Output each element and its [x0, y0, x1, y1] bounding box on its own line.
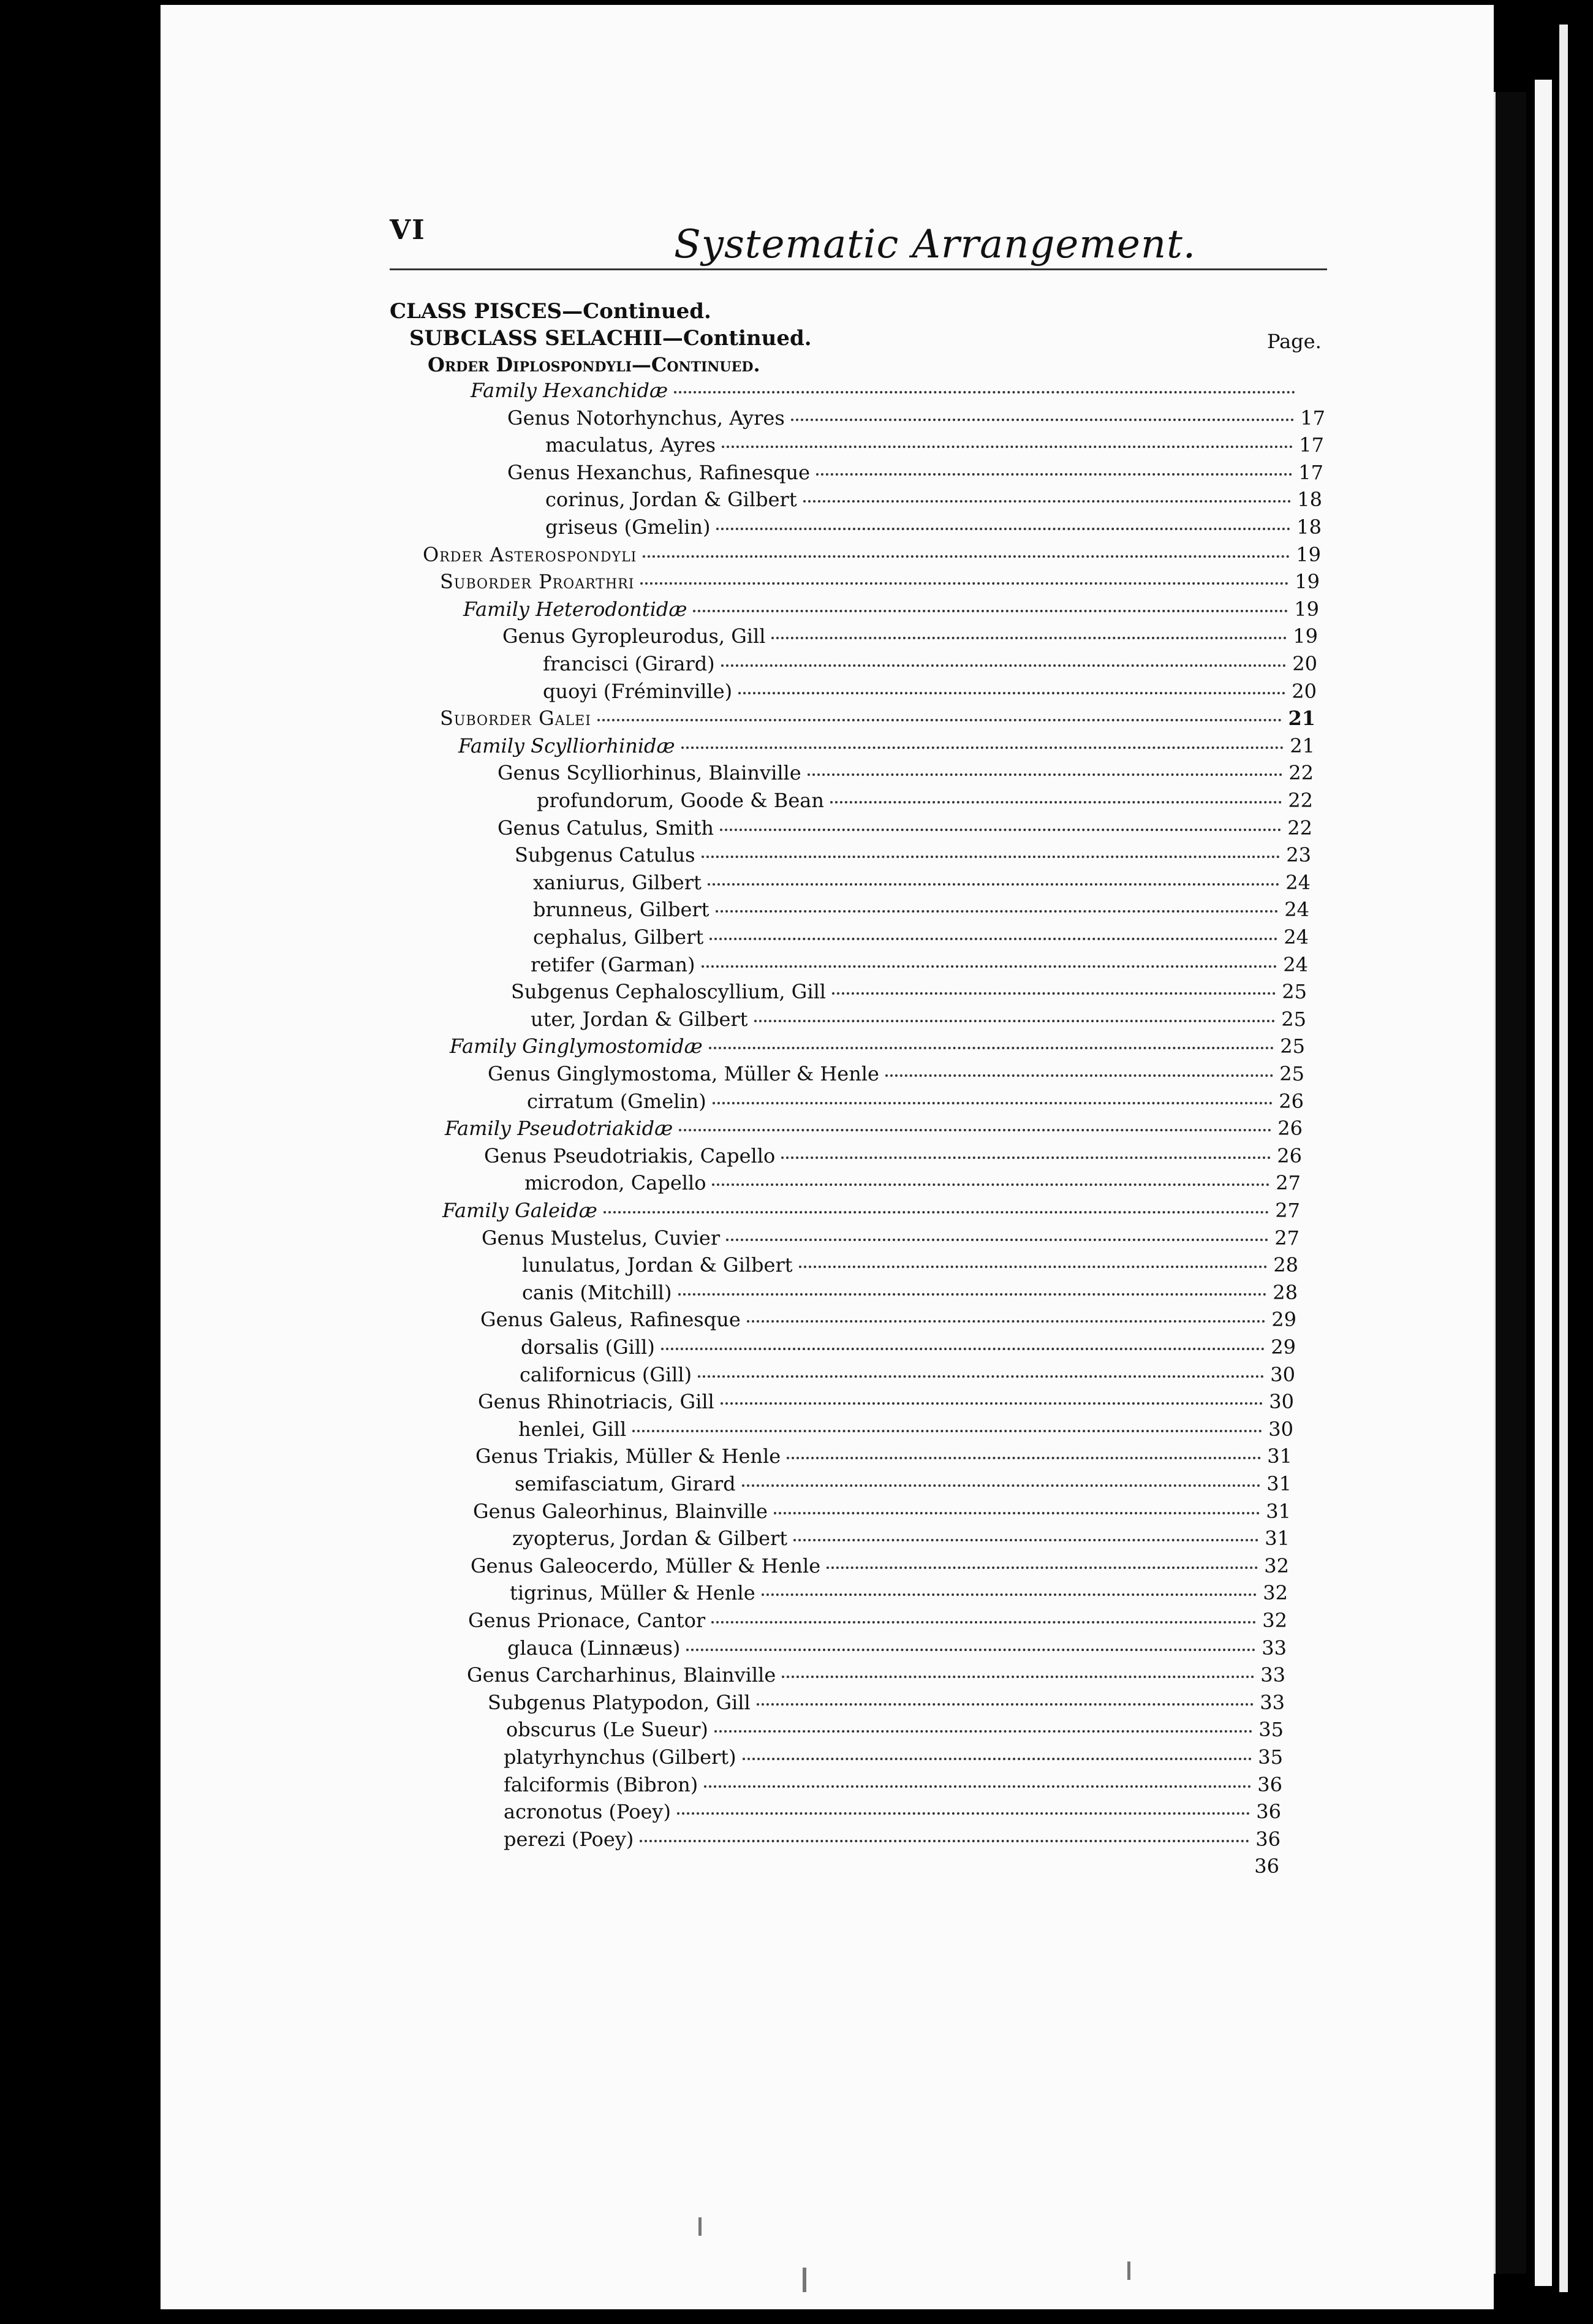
- dot-leader: [771, 637, 1287, 639]
- page-number: VI: [390, 215, 426, 246]
- dot-leader: [597, 719, 1282, 721]
- toc-entry-label: Genus Galeus, Rafinesque: [480, 1308, 741, 1331]
- toc-entry: [504, 1773, 1282, 1799]
- toc-entry: [537, 789, 1313, 815]
- toc-entry-page: 26: [1279, 1090, 1304, 1113]
- toc-entry-page: 22: [1288, 761, 1314, 784]
- toc-entry-label: Genus Triakis, Müller & Henle: [475, 1445, 781, 1468]
- toc-entry-label: Genus Prionace, Cantor: [468, 1609, 706, 1632]
- toc-entry-label: brunneus, Gilbert: [533, 898, 709, 921]
- toc-entry-label: maculatus, Ayres: [545, 433, 716, 457]
- toc-entry-page: 18: [1297, 488, 1322, 511]
- toc-entry-page: 31: [1265, 1527, 1290, 1550]
- toc-entry-page: 25: [1282, 980, 1307, 1003]
- toc-entry: [527, 1090, 1304, 1115]
- toc-entry-page: 30: [1268, 1418, 1293, 1441]
- toc-entry-label: Family Hexanchidæ: [471, 379, 668, 402]
- toc-entry-page: 27: [1275, 1199, 1300, 1222]
- toc-entry-label: Family Scylliorhinidæ: [458, 734, 675, 758]
- toc-entry-label: xaniurus, Gilbert: [533, 871, 702, 894]
- toc-entry-page: 33: [1260, 1691, 1285, 1714]
- dot-leader: [782, 1676, 1254, 1678]
- toc-entry: [522, 1253, 1298, 1279]
- toc-entry: [515, 1472, 1292, 1498]
- toc-entry-page: 29: [1271, 1335, 1296, 1359]
- dot-leader: [640, 582, 1288, 585]
- toc-entry: [463, 598, 1319, 623]
- toc-entry-page: 31: [1266, 1500, 1291, 1523]
- toc-entry: [515, 843, 1311, 869]
- toc-entry-label: californicus (Gill): [520, 1363, 692, 1386]
- toc-entry: [458, 734, 1315, 760]
- toc-entry-page: 36: [1257, 1773, 1282, 1796]
- toc-entry: [545, 488, 1322, 514]
- toc-entry-label: dorsalis (Gill): [521, 1335, 655, 1359]
- toc-entry-page: 20: [1292, 680, 1317, 703]
- toc-entry-label: Genus Gyropleurodus, Gill: [502, 625, 766, 648]
- dot-leader: [698, 1375, 1264, 1378]
- dot-leader: [738, 692, 1285, 694]
- dot-leader: [762, 1593, 1257, 1596]
- dot-leader: [604, 1211, 1269, 1213]
- running-head: Systematic Arrangement.: [674, 222, 1197, 267]
- toc-entry: [545, 433, 1324, 459]
- toc-entry: [524, 1171, 1301, 1197]
- dot-leader: [693, 610, 1288, 612]
- toc-entry: [510, 1581, 1288, 1607]
- toc-entry: [533, 898, 1309, 924]
- toc-entry: [531, 1008, 1306, 1033]
- toc-entry-label: Genus Ginglymostoma, Müller & Henle: [488, 1062, 879, 1085]
- dot-leader: [640, 1840, 1249, 1842]
- dot-leader: [827, 1566, 1258, 1569]
- dot-leader: [816, 473, 1292, 476]
- scan-speck: [803, 2268, 806, 2292]
- toc-entry-label: obscurus (Le Sueur): [506, 1718, 708, 1741]
- toc-entry: [475, 1445, 1292, 1470]
- toc-entry-page: 25: [1279, 1062, 1304, 1085]
- toc-entry-label: perezi (Poey): [504, 1828, 634, 1851]
- dot-leader: [832, 992, 1276, 995]
- toc-entry: [518, 1418, 1293, 1443]
- dot-leader: [643, 555, 1290, 558]
- dot-leader: [793, 1539, 1258, 1541]
- toc-entry-label: Genus Mustelus, Cuvier: [482, 1226, 721, 1250]
- toc-entry-label: Suborder Galei: [440, 707, 591, 730]
- toc-entry: [488, 1691, 1285, 1717]
- dot-leader: [716, 910, 1279, 913]
- toc-entry: [498, 761, 1314, 787]
- dot-leader: [712, 1183, 1269, 1186]
- toc-entry-label: microdon, Capello: [524, 1171, 706, 1194]
- toc-entry-label: tigrinus, Müller & Henle: [510, 1581, 755, 1604]
- toc-entry-label: Order Asterospondyli: [423, 543, 637, 566]
- toc-entry-label: Genus Scylliorhinus, Blainville: [498, 761, 801, 784]
- toc-entry: [445, 1117, 1303, 1142]
- toc-entry-page: 33: [1260, 1663, 1285, 1687]
- adjacent-page-edge: [1535, 80, 1552, 2286]
- toc-entry-label: Genus Galeorhinus, Blainville: [473, 1500, 768, 1523]
- dot-leader: [747, 1320, 1266, 1323]
- toc-entry-label: Genus Rhinotriacis, Gill: [478, 1390, 714, 1413]
- toc-entry-page: 30: [1269, 1390, 1294, 1413]
- dot-leader: [742, 1484, 1261, 1487]
- toc-entry-label: Genus Carcharhinus, Blainville: [467, 1663, 776, 1687]
- toc-entry: [502, 625, 1318, 650]
- toc-entry: [440, 707, 1315, 732]
- toc-entry-page: 27: [1276, 1171, 1301, 1194]
- dot-leader: [721, 664, 1287, 667]
- toc-entry: [473, 1500, 1291, 1525]
- scan-speck: [1127, 2261, 1130, 2280]
- toc-entry: [504, 1828, 1281, 1853]
- toc-entry-page: 32: [1262, 1609, 1287, 1632]
- toc-entry: [507, 406, 1325, 432]
- toc-entry-page: 19: [1294, 598, 1319, 621]
- toc-entry-label: Genus Catulus, Smith: [498, 816, 714, 840]
- toc-entry: [440, 570, 1320, 596]
- toc-entry-page: 31: [1267, 1445, 1292, 1468]
- toc-entry-label: francisci (Girard): [543, 652, 715, 675]
- toc-entry: [520, 1363, 1295, 1389]
- dot-leader: [711, 1621, 1256, 1623]
- dot-leader: [743, 1758, 1252, 1760]
- toc-entry-page: 24: [1283, 953, 1308, 976]
- toc-entry: [511, 980, 1307, 1006]
- dot-leader: [708, 883, 1279, 886]
- dot-leader: [803, 500, 1292, 503]
- dot-leader: [681, 746, 1284, 749]
- toc-entry: [471, 1554, 1289, 1580]
- toc-entry-label: henlei, Gill: [518, 1418, 627, 1441]
- dot-leader: [722, 446, 1293, 448]
- toc-entry-label: Suborder Proarthri: [440, 570, 635, 593]
- toc-entry-page: 32: [1264, 1554, 1289, 1578]
- toc-entry-label: uter, Jordan & Gilbert: [531, 1008, 748, 1031]
- dot-leader: [661, 1348, 1265, 1350]
- page-column-label: Page.: [1267, 330, 1322, 353]
- toc-entry: [512, 1527, 1290, 1552]
- toc-entry: [504, 1745, 1283, 1771]
- toc-entry-label: glauca (Linnæus): [507, 1636, 681, 1660]
- toc-entry-page: 22: [1288, 789, 1313, 812]
- toc-entry-page: 28: [1273, 1281, 1298, 1304]
- toc-entry-label: Genus Pseudotriakis, Capello: [484, 1144, 776, 1168]
- toc-entry-label: Family Pseudotriakidæ: [445, 1117, 673, 1140]
- toc-entry-page: 24: [1285, 871, 1311, 894]
- toc-entry-page: 30: [1270, 1363, 1295, 1386]
- toc-entry-page: 29: [1271, 1308, 1296, 1331]
- toc-entry: [533, 925, 1309, 951]
- dot-leader: [714, 1730, 1252, 1733]
- toc-entry-label: cephalus, Gilbert: [533, 925, 704, 949]
- toc-entry-page: 19: [1296, 543, 1321, 566]
- class-heading: CLASS PISCES—Continued.: [390, 299, 711, 324]
- dot-leader: [678, 1293, 1267, 1296]
- toc-entry-label: lunulatus, Jordan & Gilbert: [522, 1253, 793, 1277]
- order-heading: Order Diplospondyli—Continued.: [428, 353, 760, 376]
- toc-entry-page: 19: [1295, 570, 1320, 593]
- toc-entry-label: griseus (Gmelin): [545, 515, 711, 539]
- page-edge-shadow: [1494, 92, 1526, 2274]
- toc-entry-page: 36: [1256, 1800, 1281, 1823]
- toc-entry-page: 27: [1274, 1226, 1300, 1250]
- toc-entry: [498, 816, 1312, 842]
- toc-entry-page: 25: [1280, 1035, 1305, 1058]
- toc-entry: [484, 1144, 1302, 1170]
- toc-entry-label: Genus Hexanchus, Rafinesque: [507, 461, 811, 484]
- toc-entry-label: Family Ginglymostomidæ: [450, 1035, 703, 1058]
- toc-entry-page: 17: [1299, 433, 1324, 457]
- toc-entry-page: 22: [1287, 816, 1312, 840]
- toc-entry-label: corinus, Jordan & Gilbert: [545, 488, 797, 511]
- dot-leader: [754, 1020, 1276, 1022]
- toc-entry: [543, 680, 1317, 705]
- toc-entry-page: 32: [1263, 1581, 1288, 1604]
- toc-entry-page: 24: [1284, 898, 1309, 921]
- toc-entry-label: profundorum, Goode & Bean: [537, 789, 824, 812]
- dot-leader: [781, 1156, 1271, 1159]
- toc-entry-page: 17: [1300, 406, 1325, 430]
- dot-leader: [686, 1649, 1255, 1651]
- toc-entry: [471, 379, 1326, 404]
- toc-entry: [504, 1800, 1281, 1826]
- toc-entry-page: 25: [1281, 1008, 1306, 1031]
- toc-entry-page: 31: [1266, 1472, 1292, 1495]
- dot-leader: [677, 1812, 1250, 1815]
- toc-entry: [543, 652, 1317, 678]
- toc-entry-page: 24: [1284, 925, 1309, 949]
- toc-entry: [533, 871, 1311, 897]
- toc-entry-page: 35: [1258, 1718, 1284, 1741]
- toc-entry-page: 33: [1262, 1636, 1287, 1660]
- dot-leader: [885, 1074, 1273, 1077]
- dot-leader: [726, 1239, 1268, 1241]
- toc-entry-label: retifer (Garman): [531, 953, 695, 976]
- dot-leader: [720, 829, 1281, 831]
- toc-entry: [450, 1035, 1305, 1060]
- toc-entry: [507, 1636, 1287, 1662]
- toc-entry-page: 26: [1277, 1117, 1303, 1140]
- toc-entry-page: 21: [1288, 707, 1315, 730]
- toc-entry: [482, 1226, 1300, 1252]
- toc-entry-label: acronotus (Poey): [504, 1800, 671, 1823]
- scan-border-strip: [1559, 25, 1568, 2292]
- toc-entry-label: Family Galeidæ: [442, 1199, 597, 1222]
- toc-entry: [468, 1609, 1287, 1635]
- dot-leader: [709, 1047, 1274, 1049]
- toc-entry-page: 35: [1258, 1745, 1283, 1769]
- toc-entry-page: 36: [1254, 1855, 1279, 1878]
- toc-entry: [478, 1390, 1294, 1416]
- toc-entry-label: Subgenus Catulus: [515, 843, 695, 867]
- dot-leader: [702, 856, 1281, 858]
- dot-leader: [791, 419, 1295, 421]
- toc-entry-label: platyrhynchus (Gilbert): [504, 1745, 736, 1769]
- toc-entry-label: Subgenus Cephaloscyllium, Gill: [511, 980, 827, 1003]
- toc-entry: [423, 543, 1321, 569]
- header-rule: [390, 268, 1327, 270]
- toc-entry: [467, 1663, 1285, 1689]
- toc-entry: [506, 1718, 1284, 1744]
- toc-entry-label: cirratum (Gmelin): [527, 1090, 706, 1113]
- dot-leader: [709, 938, 1277, 940]
- dot-leader: [774, 1512, 1260, 1514]
- dot-leader: [757, 1703, 1254, 1706]
- toc-entry-label: Genus Notorhynchus, Ayres: [507, 406, 785, 430]
- toc-entry-page: 23: [1286, 843, 1311, 867]
- toc-entry: [507, 461, 1323, 487]
- toc-entry: [522, 1281, 1298, 1307]
- toc-entry-label: Subgenus Platypodon, Gill: [488, 1691, 751, 1714]
- dot-leader: [787, 1457, 1261, 1459]
- toc-entry-page: 18: [1296, 515, 1322, 539]
- toc-entry: [531, 953, 1308, 979]
- toc-entry-label: Family Heterodontidæ: [463, 598, 687, 621]
- toc-entry: [442, 1199, 1300, 1225]
- toc-entry: [480, 1308, 1296, 1334]
- toc-entry-page: 26: [1277, 1144, 1302, 1168]
- dot-leader: [799, 1266, 1268, 1268]
- dot-leader: [679, 1129, 1271, 1131]
- toc-entry-page: 17: [1298, 461, 1323, 484]
- toc-entry: [545, 515, 1322, 541]
- dot-leader: [632, 1430, 1262, 1432]
- toc-entry-label: zyopterus, Jordan & Gilbert: [512, 1527, 788, 1550]
- toc-entry: [488, 1062, 1304, 1088]
- toc-entry-page: 20: [1292, 652, 1317, 675]
- toc-entry-label: canis (Mitchill): [522, 1281, 672, 1304]
- dot-leader: [713, 1102, 1273, 1104]
- dot-leader: [702, 965, 1277, 968]
- toc-entry-label: semifasciatum, Girard: [515, 1472, 736, 1495]
- toc-entry: [504, 1855, 1279, 1880]
- dot-leader: [716, 528, 1290, 530]
- toc-entry-label: Genus Galeocerdo, Müller & Henle: [471, 1554, 821, 1578]
- subclass-heading: SUBCLASS SELACHII—Continued.: [409, 326, 812, 351]
- toc-entry-page: 19: [1293, 625, 1318, 648]
- toc-entry-page: 36: [1255, 1828, 1281, 1851]
- toc-entry-label: quoyi (Fréminville): [543, 680, 733, 703]
- dot-leader: [830, 801, 1282, 803]
- toc-entry-label: falciformis (Bibron): [504, 1773, 698, 1796]
- dot-leader: [704, 1785, 1251, 1788]
- scan-speck: [698, 2217, 702, 2236]
- toc-entry-page: 21: [1290, 734, 1315, 758]
- dot-leader: [674, 391, 1295, 393]
- dot-leader: [721, 1402, 1263, 1405]
- toc-entry-page: 28: [1273, 1253, 1298, 1277]
- dot-leader: [808, 773, 1283, 776]
- toc-entry: [521, 1335, 1296, 1361]
